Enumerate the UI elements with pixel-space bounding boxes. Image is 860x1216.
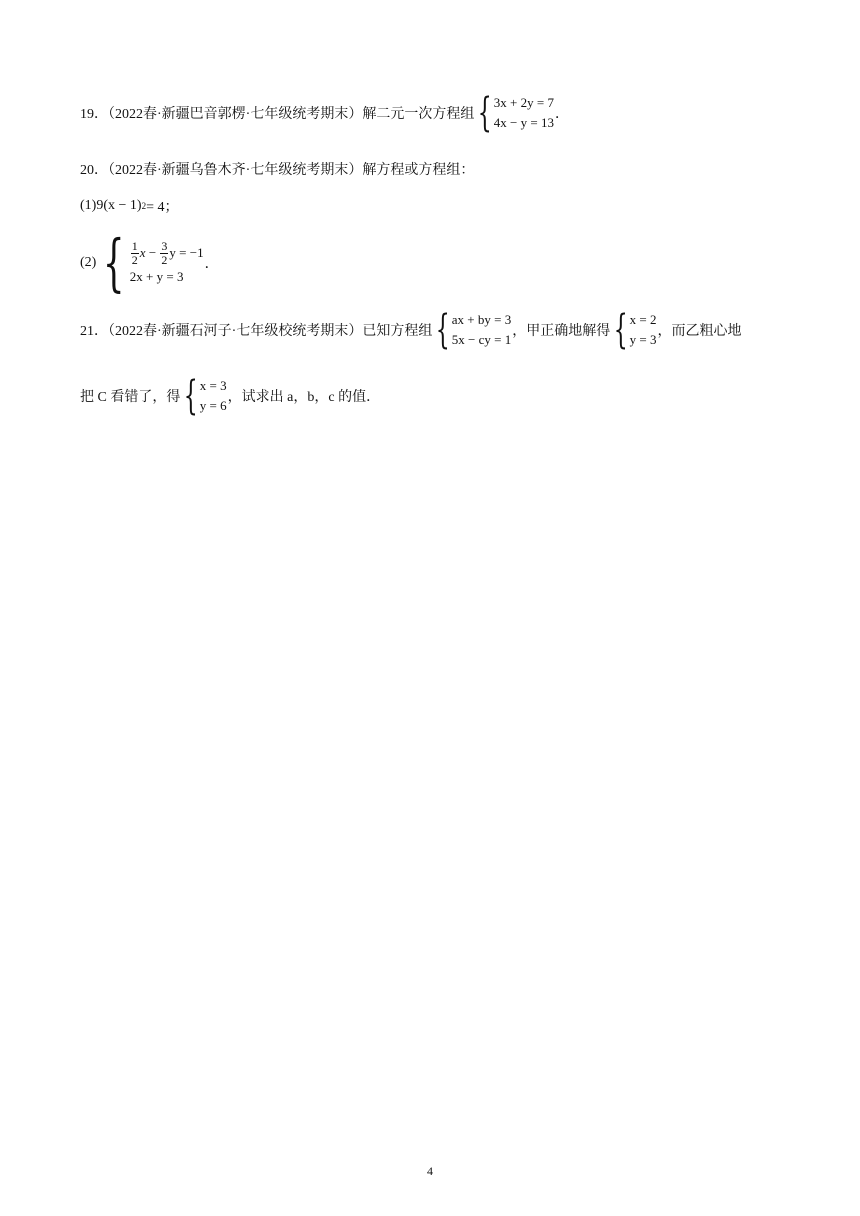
fraction-one-half: $\frac{1}{2}$ <box>131 238 138 267</box>
q20-p2-eq1: $\frac{1}{2}$ x − $\frac{3}{2}$ y = −1 <box>131 238 204 267</box>
q20-p1-exponent: 2 <box>141 201 147 211</box>
q21-tail: ，而乙粗心地 <box>657 324 742 339</box>
question-20 <box>80 159 474 179</box>
q21-line2-tail: ，试求出 a，b，c 的值． <box>227 390 381 405</box>
brace-icon: { <box>478 90 493 136</box>
q21-line-2 <box>80 373 381 419</box>
q20-p2-end: ． <box>204 257 219 272</box>
q21-solution-2 <box>181 373 227 419</box>
brace-icon: { <box>103 226 125 299</box>
q21-mid: ，甲正确地解得 <box>512 324 611 339</box>
question-21 <box>80 307 742 353</box>
q19-lead: 19．（2022春·新疆巴音郭楞·七年级统考期末）解二元一次方程组 <box>80 107 475 122</box>
q20-p2-equation-system <box>97 226 204 299</box>
q21-sol2-x: x = 3 <box>199 378 227 393</box>
q20-p2-label: (2) <box>80 255 97 270</box>
q19-eq2: 4x − y = 13 <box>493 115 554 130</box>
q21-equation-system <box>433 307 512 353</box>
q21-eq1: ax + by = 3 <box>451 312 512 327</box>
fraction-three-halves: $\frac{3}{2}$ <box>161 238 168 267</box>
q20-lead: 20．（2022春·新疆乌鲁木齐·七年级统考期末）解方程或方程组： <box>80 163 475 178</box>
brace-icon: { <box>184 373 199 419</box>
q20-part-2 <box>80 226 219 299</box>
q20-p1-label: (1) <box>80 198 97 213</box>
q19-end: ． <box>554 107 569 122</box>
q20-p1-base: 9(x − 1) <box>96 198 142 213</box>
q21-line2-lead: 把 C 看错了，得 <box>80 390 181 405</box>
q21-sol2-y: y = 6 <box>199 398 227 413</box>
page-number: 4 <box>427 1164 433 1178</box>
brace-icon: { <box>436 307 451 353</box>
q21-lead: 21．（2022春·新疆石河子·七年级校统考期末）已知方程组 <box>80 324 433 339</box>
q21-sol1-y: y = 3 <box>629 332 657 347</box>
q21-eq2: 5x − cy = 1 <box>451 332 512 347</box>
q20-p1-rest: = 4； <box>146 200 179 215</box>
q21-sol1-x: x = 2 <box>629 312 657 327</box>
q20-p2-eq2: 2x + y = 3 <box>129 269 184 284</box>
q21-solution-1 <box>611 307 657 353</box>
q19-equation-system <box>475 90 554 136</box>
question-19 <box>80 90 569 136</box>
q19-eq1: 3x + 2y = 7 <box>493 95 554 110</box>
q20-part-1 <box>80 196 178 216</box>
brace-icon: { <box>613 307 628 353</box>
